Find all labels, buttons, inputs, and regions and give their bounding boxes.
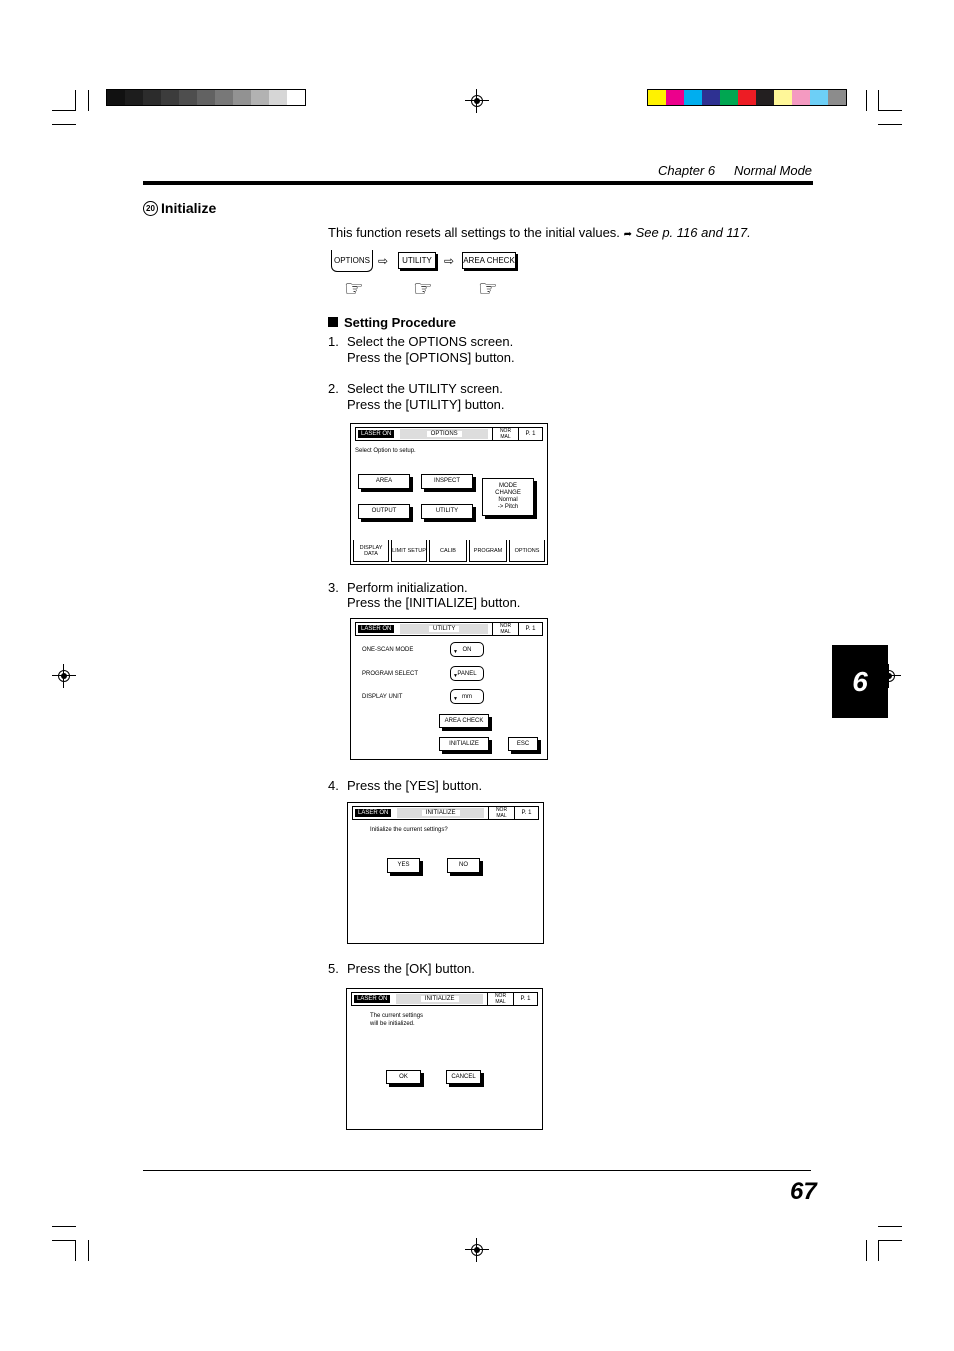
screen-title: INITIALIZE xyxy=(421,996,459,1002)
tab-calib[interactable]: CALIB xyxy=(429,540,467,562)
color-swatch xyxy=(684,90,702,105)
area-check-button-diagram: AREA CHECK xyxy=(462,252,516,269)
area-button[interactable]: AREA xyxy=(358,474,410,489)
registration-mark-icon xyxy=(468,1241,486,1259)
mode-indicator: NOR MAL xyxy=(488,807,514,819)
color-swatch xyxy=(702,90,720,105)
screen-title: UTILITY xyxy=(429,626,459,632)
utility-button[interactable]: UTILITY xyxy=(421,504,473,519)
color-swatch xyxy=(738,90,756,105)
page-indicator: P. 1 xyxy=(513,993,537,1005)
intro-text xyxy=(328,225,751,240)
color-swatch xyxy=(828,90,846,105)
esc-button[interactable]: ESC xyxy=(508,737,538,751)
color-swatch xyxy=(197,90,215,105)
tab-limit-setup[interactable]: LIMIT SETUP xyxy=(391,540,427,562)
initialize-done-screen xyxy=(346,988,543,1130)
step-number: 3. xyxy=(328,580,339,595)
area-check-button[interactable]: AREA CHECK xyxy=(439,714,489,728)
arrow-right-icon: ⇨ xyxy=(378,254,389,268)
intro-body: This function resets all settings to the initial values. xyxy=(328,225,620,240)
cancel-button[interactable]: CANCEL xyxy=(446,1070,481,1084)
header-rule xyxy=(143,181,813,185)
options-screen xyxy=(350,423,548,565)
step-text: Select the UTILITY screen. xyxy=(347,381,503,396)
color-swatch xyxy=(215,90,233,105)
laser-indicator: LASER ON xyxy=(354,995,390,1003)
color-swatch xyxy=(107,90,125,105)
color-swatch xyxy=(648,90,666,105)
ok-button[interactable]: OK xyxy=(386,1070,421,1084)
laser-indicator: LASER ON xyxy=(358,625,394,633)
footer-rule xyxy=(143,1170,811,1171)
initialize-button[interactable]: INITIALIZE xyxy=(439,737,489,751)
dropdown-triangle-icon: ▼ xyxy=(453,696,458,702)
initialize-confirm-screen xyxy=(347,802,544,944)
step-text: Select the OPTIONS screen. xyxy=(347,334,514,349)
color-calibration-strip xyxy=(647,89,847,106)
color-swatch xyxy=(251,90,269,105)
utility-screen xyxy=(350,618,548,760)
screen-status-bar xyxy=(355,427,543,441)
page-indicator: P. 1 xyxy=(518,428,542,440)
hand-pointer-icon: ☞ xyxy=(413,276,433,301)
registration-mark-icon xyxy=(468,92,486,110)
color-swatch xyxy=(666,90,684,105)
screen-status-bar xyxy=(351,992,538,1006)
laser-indicator: LASER ON xyxy=(355,809,391,817)
square-bullet-icon xyxy=(328,317,338,327)
one-scan-label: ONE-SCAN MODE xyxy=(362,647,414,653)
section-label: Normal Mode xyxy=(734,163,813,178)
options-tab-diagram: OPTIONS xyxy=(331,250,373,272)
no-button[interactable]: NO xyxy=(447,858,480,873)
one-scan-select[interactable]: ON ▼ xyxy=(450,642,484,657)
screen-message: The current settings will be initialized. xyxy=(370,1013,424,1027)
arrow-right-icon: ⇨ xyxy=(444,254,455,268)
color-swatch xyxy=(179,90,197,105)
gray-calibration-strip xyxy=(106,89,306,106)
utility-button-diagram: UTILITY xyxy=(398,252,436,269)
chapter-side-tab: 6 xyxy=(832,645,888,718)
page-number: 67 xyxy=(790,1178,817,1205)
color-swatch xyxy=(125,90,143,105)
step-number: 1. xyxy=(328,334,339,349)
display-unit-select[interactable]: mm ▼ xyxy=(450,689,484,704)
chapter-label: Chapter 6 xyxy=(658,163,716,178)
color-swatch xyxy=(720,90,738,105)
screen-prompt: Initialize the current settings? xyxy=(370,827,448,833)
color-swatch xyxy=(287,90,305,105)
color-swatch xyxy=(269,90,287,105)
screen-status-bar xyxy=(352,806,539,820)
step-text: Press the [INITIALIZE] button. xyxy=(347,595,521,610)
procedure-title: Setting Procedure xyxy=(344,315,456,330)
color-swatch xyxy=(774,90,792,105)
tab-display-data[interactable]: DISPLAY DATA xyxy=(353,540,389,562)
reference-arrow-icon: ➦ xyxy=(623,229,632,240)
screen-title: INITIALIZE xyxy=(422,810,460,816)
step-number: 5. xyxy=(328,961,339,976)
step-text: Press the [OK] button. xyxy=(347,961,475,976)
yes-button[interactable]: YES xyxy=(387,858,420,873)
mode-change-button[interactable]: MODE CHANGE Normal -> Pitch xyxy=(482,478,534,516)
mode-indicator: NOR MAL xyxy=(492,623,518,635)
registration-mark-icon xyxy=(55,667,73,685)
step-text: Press the [OPTIONS] button. xyxy=(347,350,515,365)
procedure-heading xyxy=(328,315,456,330)
hand-pointer-icon: ☞ xyxy=(344,276,364,301)
section-number: 20 xyxy=(143,201,158,216)
screen-prompt: Select Option to setup. xyxy=(355,448,416,454)
inspect-button[interactable]: INSPECT xyxy=(421,474,473,489)
tab-program[interactable]: PROGRAM xyxy=(469,540,507,562)
step-text: Press the [UTILITY] button. xyxy=(347,397,505,412)
dropdown-triangle-icon: ▼ xyxy=(453,673,458,679)
page-indicator: P. 1 xyxy=(514,807,538,819)
section-title: Initialize xyxy=(161,200,217,216)
screen-title: OPTIONS xyxy=(427,431,462,437)
color-swatch xyxy=(792,90,810,105)
color-swatch xyxy=(810,90,828,105)
screen-status-bar xyxy=(355,622,543,636)
output-button[interactable]: OUTPUT xyxy=(358,504,410,519)
color-swatch xyxy=(143,90,161,105)
mode-indicator: NOR MAL xyxy=(492,428,518,440)
program-select[interactable]: PANEL ▼ xyxy=(450,666,484,681)
step-number: 2. xyxy=(328,381,339,396)
intro-reference: See p. 116 and 117. xyxy=(635,225,751,240)
program-select-label: PROGRAM SELECT xyxy=(362,671,419,677)
hand-pointer-icon: ☞ xyxy=(478,276,498,301)
step-text: Perform initialization. xyxy=(347,580,468,595)
section-heading xyxy=(143,200,216,216)
step-number: 4. xyxy=(328,778,339,793)
color-swatch xyxy=(233,90,251,105)
color-swatch xyxy=(756,90,774,105)
dropdown-triangle-icon: ▼ xyxy=(453,649,458,655)
tab-options[interactable]: OPTIONS xyxy=(509,540,545,562)
page-indicator: P. 1 xyxy=(518,623,542,635)
display-unit-label: DISPLAY UNIT xyxy=(362,694,403,700)
step-text: Press the [YES] button. xyxy=(347,778,483,793)
mode-indicator: NOR MAL xyxy=(487,993,513,1005)
laser-indicator: LASER ON xyxy=(358,430,394,438)
color-swatch xyxy=(161,90,179,105)
